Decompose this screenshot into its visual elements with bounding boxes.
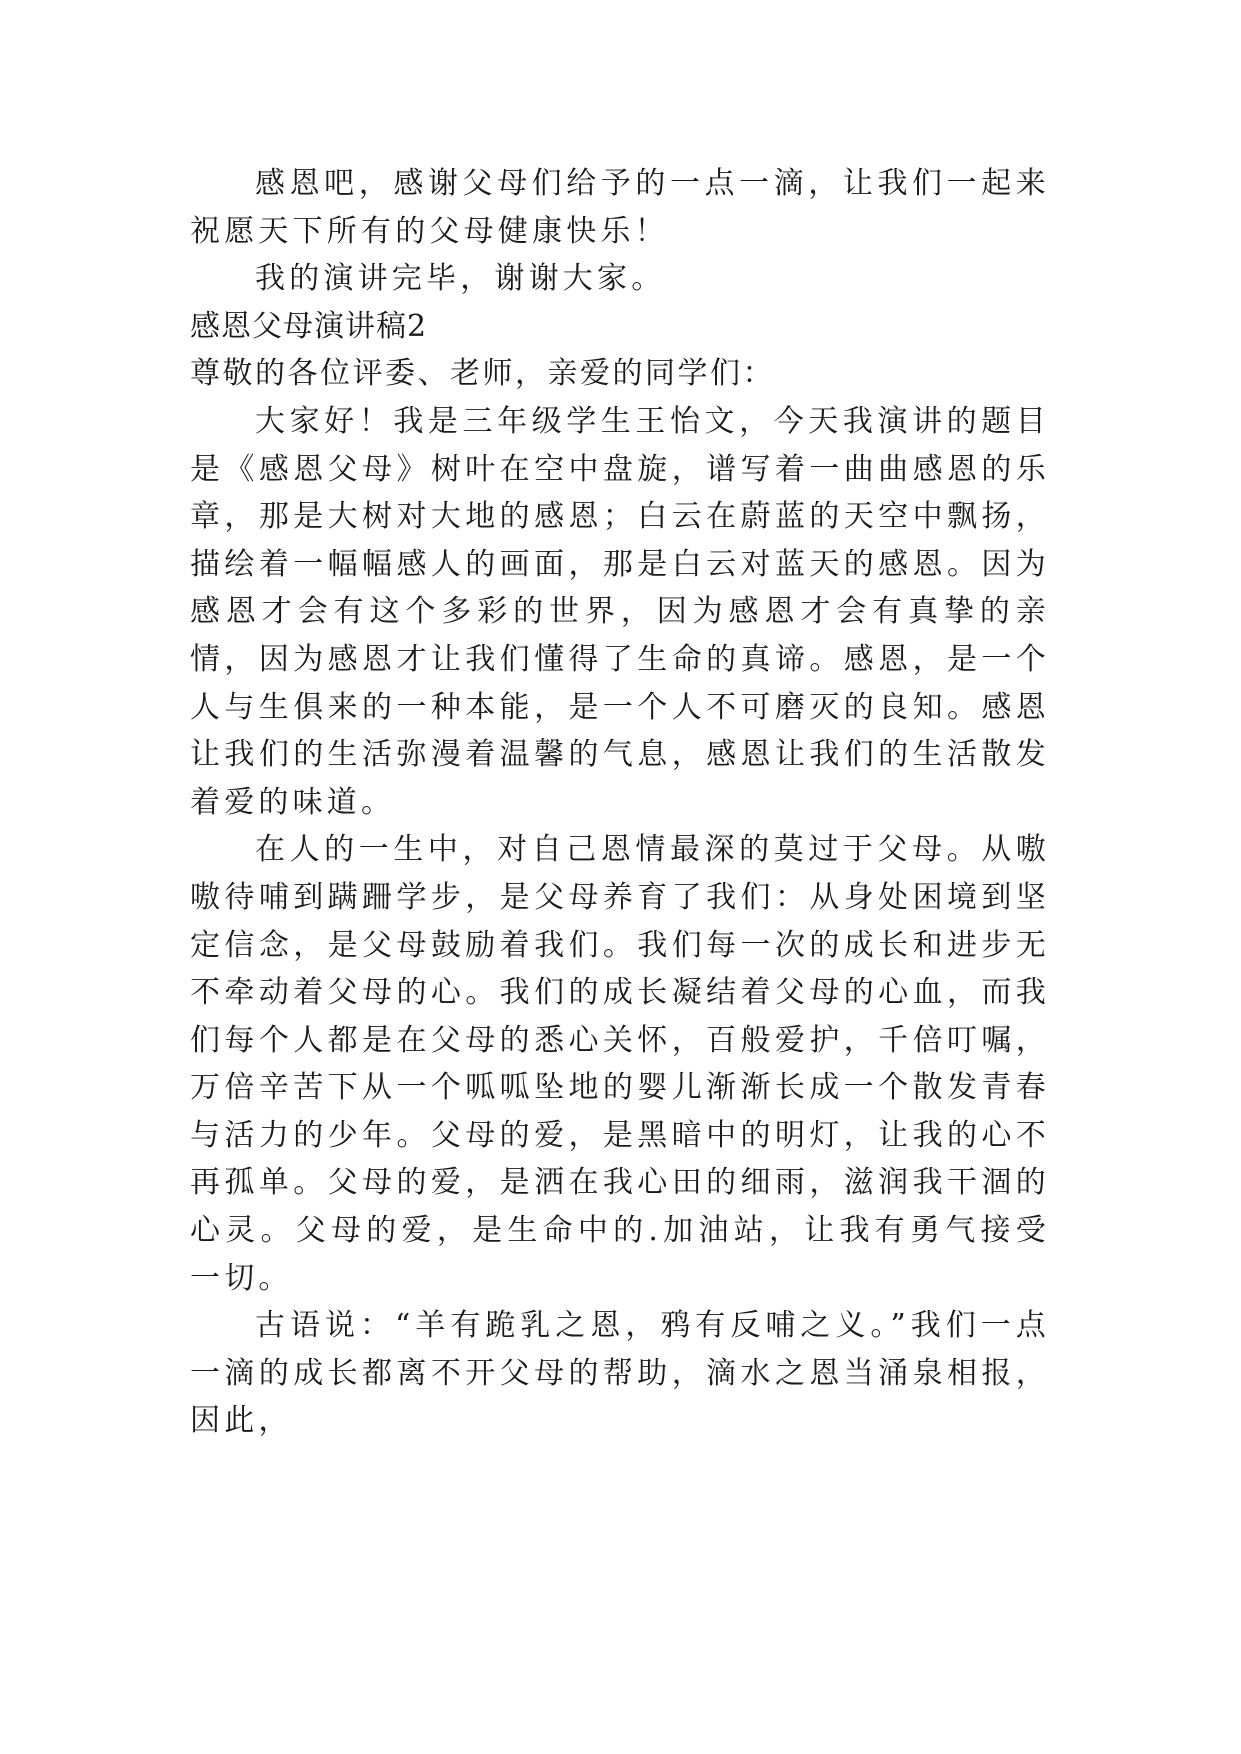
document-body: [190, 160, 1050, 1445]
section-heading: 感恩父母演讲稿2: [190, 308, 428, 344]
paragraph-speech-end: 我的演讲完毕，谢谢大家。: [255, 261, 666, 297]
paragraph-parents-love: 在人的一生中，对自己恩情最深的莫过于父母。从嗷嗷待哺到蹒跚学步，是父母养育了我们：从身处困境到坚定信念，是父母鼓励着我们。我们每一次的成长和进步无不牵动着父母的心。我们的成长凝结着父母的心血，而我们每个人都是在父母的悉心关怀，百般爱护，千倍叮嘱，万倍辛苦下从一个呱呱坠地的婴儿渐渐长成一个散发青春与活力的少年。父母的爱，是黑暗中的明灯，让我的心不再孤单。父母的爱，是洒在我心田的细雨，滋润我干涸的心灵。父母的爱，是生命中的.加油站，让我有勇气接受一切。: [190, 832, 1050, 1296]
paragraph-proverb: 古语说：“羊有跪乳之恩，鸦有反哺之义。”我们一点一滴的成长都离不开父母的帮助，滴水之恩当涌泉相报，因此，: [190, 1308, 1050, 1439]
paragraph-closing-wish: 感恩吧，感谢父母们给予的一点一滴，让我们一起来祝愿天下所有的父母健康快乐！: [190, 166, 1050, 249]
paragraph-introduction: 大家好！我是三年级学生王怡文，今天我演讲的题目是《感恩父母》树叶在空中盘旋，谱写着一曲曲感恩的乐章，那是大树对大地的感恩；白云在蔚蓝的天空中飘扬，描绘着一幅幅感人的画面，那是白云对蓝天的感恩。因为感恩才会有这个多彩的世界，因为感恩才会有真挚的亲情，因为感恩才让我们懂得了生命的真谛。感恩，是一个人与生俱来的一种本能，是一个人不可磨灭的良知。感恩让我们的生活弥漫着温馨的气息，感恩让我们的生活散发着爱的味道。: [190, 403, 1050, 820]
salutation-line: 尊敬的各位评委、老师，亲爱的同学们：: [190, 356, 775, 392]
